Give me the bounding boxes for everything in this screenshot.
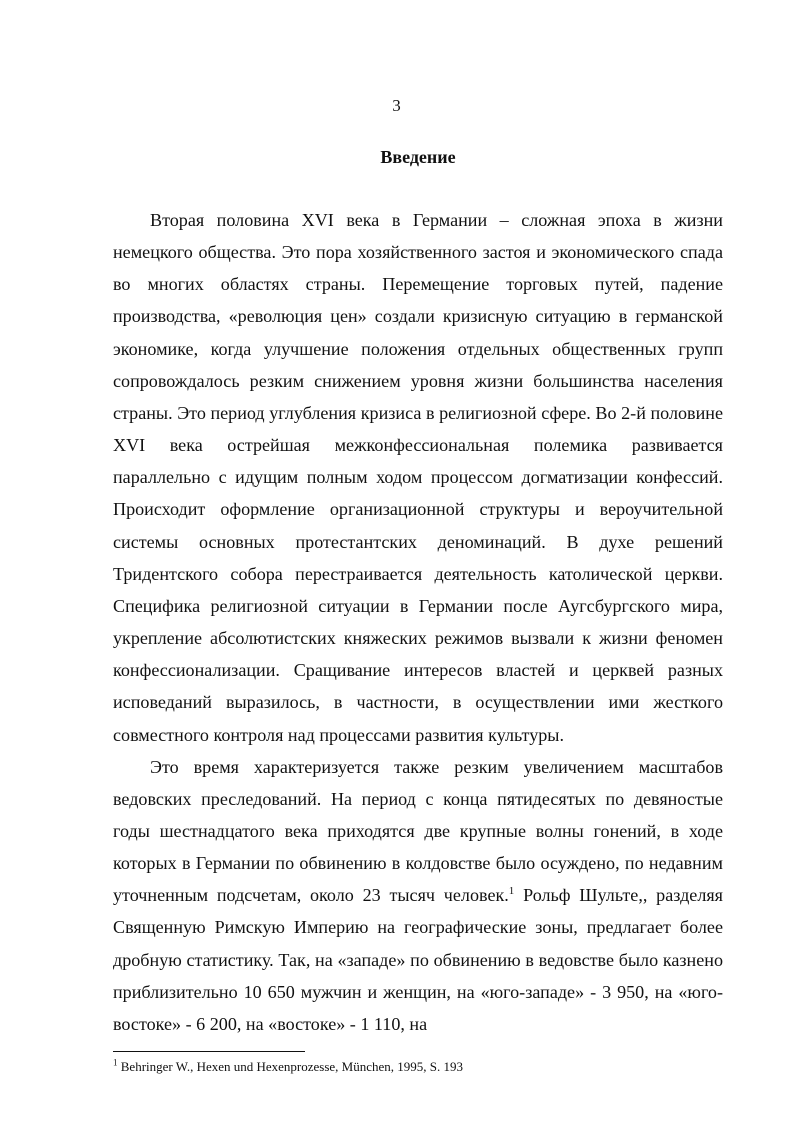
footnote-reference: 1 — [508, 885, 515, 898]
paragraph-2 — [113, 751, 723, 1040]
footnote-separator — [113, 1051, 305, 1052]
footnote — [113, 1058, 723, 1076]
section-heading: Введение — [380, 147, 456, 167]
paragraph-2-part-1: Это время характеризуется также резким увеличением масштабов ведовских преследований. На период с конца пятидесятых по девяностые годы шестнадцатого века приходятся две крупные волны гонений, в ходе которых в Германии по обвинению в колдовстве было осуждено, по недавним уточненным подсчетам, около 23 тысяч человек. — [113, 756, 723, 906]
footnote-mark: 1 — [113, 1057, 118, 1068]
paragraph-2-part-2: Рольф Шульте,, разделяя Священную Римскую Империю на географические зоны, предлагает более дробную статистику. Так, на «западе» по обвинению в ведовстве было казнено приблизительно 10 650 мужчин и женщин, на «юго-западе» - 3 950, на «юго-востоке» - 6 200, на «востоке» - 1 110, на — [113, 885, 723, 1034]
paragraph-1: Вторая половина XVI века в Германии – сложная эпоха в жизни немецкого общества. Это пора хозяйственного застоя и экономического спада во многих областях страны. Перемещение торговых путей, падение производства, «революция цен» создали кризисную ситуацию в германской экономике, когда улучшение положения отдельных общественных групп сопровождалось резким снижением уровня жизни большинства населения страны. Это период углубления кризиса в религиозной сфере. Во 2-й половине XVI века острейшая межконфессиональная полемика развивается параллельно с идущим полным ходом процессом догматизации конфессий. Происходит оформление организационной структуры и вероучительной системы основных протестантских деноминаций. В духе решений Тридентского собора перестраивается деятельность католической церкви. Специфика религиозной ситуации в Германии после Аугсбургского мира, укрепление абсолютистских княжеских режимов вызвали к жизни феномен конфессионализации. Сращивание интересов властей и церквей разных исповеданий выразилось, в частности, в осуществлении ими жесткого совместного контроля над процессами развития культуры. — [113, 210, 723, 745]
footnote-text: Behringer W., Hexen und Hexenprozesse, München, 1995, S. 193 — [117, 1059, 464, 1074]
main-text — [113, 204, 723, 1040]
page-number: 3 — [392, 96, 401, 115]
